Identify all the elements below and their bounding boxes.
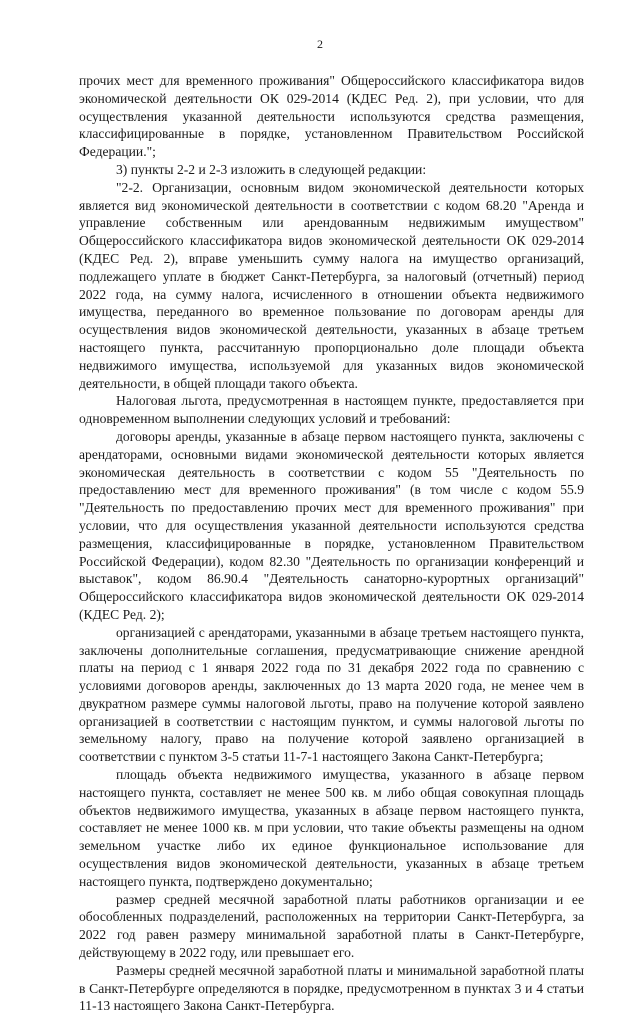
paragraph-tax-benefit: Налоговая льгота, предусмотренная в настоящем пункте, предоставляется при одновременном выполнении следующих условий и требований: bbox=[79, 393, 584, 427]
paragraph-salary-definition: Размеры средней месячной заработной платы и минимальной заработной платы в Санкт-Петербурге определяются в порядке, предусмотренном в пунктах 3 и 4 статьи 11-13 настоящего Закона Санкт-Петербурга. bbox=[79, 962, 584, 1014]
paragraph-clause-2-2: "2-2. Организации, основным видом экономической деятельности которых является вид экономической деятельности в соответствии с кодом 68.20 "Аренда и управление собственным или арендованным недвижимым имуществом" Общероссийского классификатора видов экономической деятельности ОК 029-2014 (КДЕС Ред. 2), вправе уменьшить сумму налога на имущество организаций, подлежащего уплате в бюджет Санкт-Петербурга, за налоговый (отчетный) период 2022 года, на сумму налога, исчисленного в отношении объекта недвижимого имущества, переданного во временное пользование по договорам аренды для осуществления видов экономической деятельности, указанных в абзаце третьем настоящего пункта, рассчитанную пропорционально доле площади объекта недвижимого имущества, используемой для указанных видов экономической деятельности, в общей площади такого объекта. bbox=[79, 179, 584, 391]
paragraph-continuation: прочих мест для временного проживания" Общероссийского классификатора видов экономической деятельности ОК 029-2014 (КДЕС Ред. 2), при условии, что для осуществления указанной деятельности используются средства размещения, классифицированные в порядке, установленном Правительством Российской Федерации."; bbox=[79, 73, 584, 160]
document-body bbox=[79, 72, 584, 1015]
paragraph-condition-lease: договоры аренды, указанные в абзаце первом настоящего пункта, заключены с арендаторами, основными видами экономической деятельности которых является экономическая деятельность в соответствии с кодом 55 "Деятельность по предоставлению мест для временного проживания" (в том числе с кодом 55.9 "Деятельность по предоставлению прочих мест для временного проживания" при условии, что для осуществления указанной деятельности используются средства размещения, классифицированные в порядке, установленном Правительством Российской Федерации), кодом 82.30 "Деятельность по организации конференций и выставок", кодом 86.90.4 "Деятельность санаторно-курортных организаций" Общероссийского классификатора видов экономической деятельности ОК 029-2014 (КДЕС Ред. 2); bbox=[79, 428, 584, 622]
paragraph-condition-agreements: организацией с арендаторами, указанными в абзаце третьем настоящего пункта, заключены дополнительные соглашения, предусматривающие снижение арендной платы на период с 1 января 2022 года по 31 декабря 2022 года по сравнению с условиями договоров аренды, заключенных до 13 марта 2020 года, не менее чем в двукратном размере суммы налоговой льготы, право на получение которой заявлено организацией в соответствии с настоящим пунктом, и суммы налоговой льготы по земельному налогу, право на получение которой заявлено организацией в соответствии с пунктом 3-5 статьи 11-7-1 настоящего Закона Санкт-Петербурга; bbox=[79, 624, 584, 765]
paragraph-condition-salary: размер средней месячной заработной платы работников организации и ее обособленных подразделений, расположенных на территории Санкт-Петербурга, за 2022 год равен размеру минимальной заработной платы в Санкт-Петербурге, действующему в 2022 году, или превышает его. bbox=[79, 891, 584, 961]
paragraph-amendment-item: 3) пункты 2-2 и 2-3 изложить в следующей редакции: bbox=[116, 161, 427, 177]
paragraph-condition-area: площадь объекта недвижимого имущества, указанного в абзаце первом настоящего пункта, составляет не менее 500 кв. м либо общая совокупная площадь объектов недвижимого имущества, указанных в абзаце первом настоящего пункта, составляет не менее 1000 кв. м при условии, что такие объекты размещены на одном земельном участке либо их единое функциональное использование для осуществления видов экономической деятельности, указанных в абзаце третьем настоящего пункта, подтверждено документально; bbox=[79, 767, 584, 889]
page-number: 2 bbox=[317, 37, 323, 51]
